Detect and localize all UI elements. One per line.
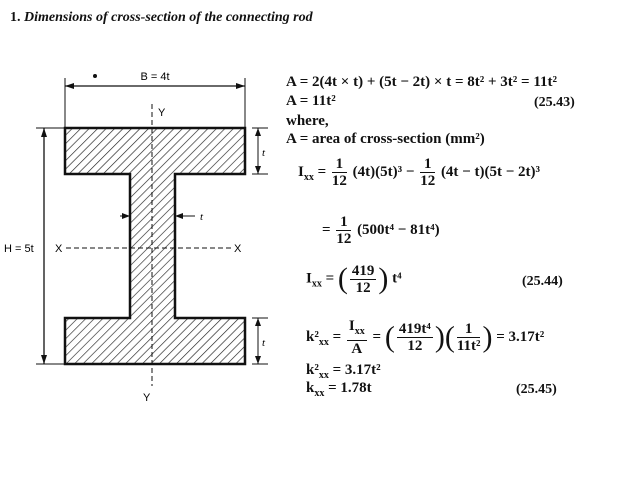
ixx-equation: $I_{xx}$ = $\frac{1}{12}$ (4t)(5t)³ − $\frac{1}{12}$ (4t − t)(5t − 2t)³ xyxy=(298,156,540,189)
t-flange-bottom-label: t xyxy=(262,337,266,349)
heading-text: Dimensions of cross-section of the connecting rod xyxy=(24,10,313,25)
fraction-ixx-over-a: $\frac{I_{xx}}{A}$ xyxy=(348,318,365,357)
ixx-subscript: xx xyxy=(303,171,314,183)
h-dimension-label: H = 5t xyxy=(4,243,34,255)
k-result: = 3.17t² xyxy=(496,328,545,345)
slide-heading xyxy=(10,10,313,26)
ixx-step-2: = $\frac{1}{12}$ (500t⁴ − 81t⁴) xyxy=(322,214,440,247)
k-squared-equation: $k^2_{xx}$ = $\frac{I_{xx}}{A}$ = ( $\frac{\text{419t⁴}}{12}$ )( $\frac{1}{\text{11t²}}$ ) = 3.17t² xyxy=(306,318,545,357)
x-axis-label-right: X xyxy=(234,243,242,255)
t-web-label: t xyxy=(200,211,204,223)
area-expression: A = 2(4t × t) + (5t − 2t) × t = 8t² + 3t² = 11t² xyxy=(286,74,557,90)
b-dimension-label: B = 4t xyxy=(140,71,170,83)
fraction-1-11t2: $\frac{1}{\text{11t²}}$ xyxy=(456,321,481,354)
area-definition: A = area of cross-section (mm²) xyxy=(286,131,485,147)
ixx-step-2-expr: (500t⁴ − 81t⁴) xyxy=(357,221,440,238)
fraction-one-twelve-c: $\frac{1}{12}$ xyxy=(336,214,352,247)
equation-number-25-43: (25.43) xyxy=(534,95,575,110)
t-flange-top-label: t xyxy=(262,147,266,159)
x-axis-label-left: X xyxy=(55,243,63,255)
kxx-result-line: $k_{xx} = 1.78t$ xyxy=(306,380,372,399)
k-squared-result-line: $k^2_{xx} = 3.17t^2$ xyxy=(306,362,381,381)
ixx-term-2: (4t − t)(5t − 2t)³ xyxy=(440,163,540,180)
ixx-final: $I_{xx}$ = ( $\frac{419}{12}$ ) t⁴ xyxy=(306,262,402,296)
ixx-symbol: I xyxy=(298,163,304,180)
equation-number-25-44: (25.44) xyxy=(522,274,563,289)
fraction-419t4-12: $\frac{\text{419t⁴}}{12}$ xyxy=(398,321,431,354)
y-axis-label-bottom: Y xyxy=(143,392,151,404)
equation-number-25-45: (25.45) xyxy=(516,382,557,397)
fraction-one-twelve-b: $\frac{1}{12}$ xyxy=(420,156,436,189)
area-result: A = 11t² xyxy=(286,93,336,109)
fraction-419-12: $\frac{419}{12}$ xyxy=(351,262,375,296)
ixx-power: t⁴ xyxy=(392,270,402,287)
where-label: where, xyxy=(286,113,329,129)
i-section-figure xyxy=(0,56,270,406)
ixx-term-1: (4t)(5t)³ xyxy=(352,163,403,180)
i-section-shape xyxy=(65,128,245,364)
y-axis-label-top: Y xyxy=(158,107,166,119)
fraction-one-twelve: $\frac{1}{12}$ xyxy=(331,156,347,189)
heading-number: 1. xyxy=(10,10,21,25)
